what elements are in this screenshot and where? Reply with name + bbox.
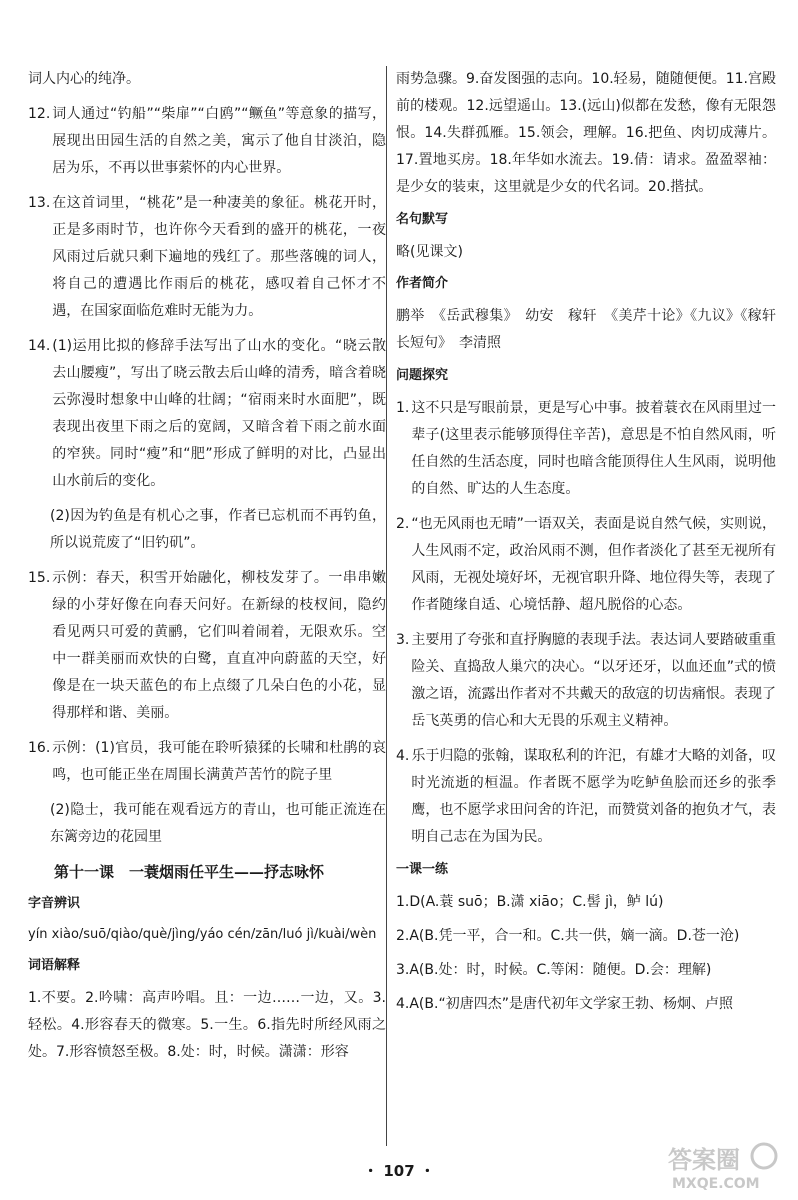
section-heading-vocabulary: 词语解释 xyxy=(28,958,81,973)
answer-item-14-part-2: (2)因为钓鱼是有机心之事，作者已忘机而不再钓鱼，所以说荒废了“旧钓矶”。 xyxy=(50,508,386,551)
item-number: 1. xyxy=(396,400,410,416)
section-heading-pronunciation: 字音辨识 xyxy=(28,896,81,911)
item-number: 14. xyxy=(28,338,51,354)
item-number: 4. xyxy=(396,748,410,764)
inquiry-item-4 xyxy=(396,743,776,851)
section-heading-famous-lines: 名句默写 xyxy=(396,212,449,227)
item-number: 15. xyxy=(28,570,51,586)
watermark-ring xyxy=(752,1144,776,1168)
intro-paragraph: 词人内心的纯净。 xyxy=(28,71,140,87)
vocabulary-answers: 1.不要。2.吟啸：高声吟唱。且：一边……一边，又。3.轻松。4.形容春天的微寒。5.一生。6.指先时所经风雨之处。7.形容愤怒至极。8.处：时，时候。潇潇：形容 xyxy=(28,990,386,1060)
item-number: 3. xyxy=(396,632,410,648)
practice-answer-2: 2.A(B.凭一平，合一和。C.共一供，嫡一滴。D.苍一沧) xyxy=(396,928,740,944)
practice-answer-4: 4.A(B.“初唐四杰”是唐代初年文学家王勃、杨炯、卢照 xyxy=(396,996,733,1012)
answer-item-16 xyxy=(28,735,386,789)
item-number: 16. xyxy=(28,740,51,756)
section-heading-author: 作者简介 xyxy=(396,276,449,291)
practice-answer-1: 1.D(A.蓑 suō；B.潇 xiāo；C.髻 jì，鲈 lú) xyxy=(396,894,664,910)
inquiry-item-2 xyxy=(396,511,776,619)
item-text: 在这首词里，“桃花”是一种凄美的象征。桃花开时，正是多雨时节，也许你今天看到的盛开的桃花，一夜风雨过后就只剩下遍地的残红了。那些落魄的词人，将自己的遭遇比作雨后的桃花，感叹着自己怀才不遇，在国家面临危难时无能为力。 xyxy=(52,195,386,319)
answer-item-16-part-2: (2)隐士，我可能在观看远方的青山，也可能正流连在东篱旁边的花园里 xyxy=(50,802,386,845)
item-number: 13. xyxy=(28,195,51,211)
item-number: 2. xyxy=(396,516,410,532)
item-text: 词人通过“钓船”“柴扉”“白鸥”“鳜鱼”等意象的描写，展现出田园生活的自然之美，寓示了他自甘淡泊，隐居为乐，不再以世事萦怀的内心世界。 xyxy=(52,106,386,176)
right-column xyxy=(396,66,776,1025)
item-text: 示例：春天，积雪开始融化，柳枝发芽了。一串串嫩绿的小芽好像在向春天问好。在新绿的枝杈间，隐约看见两只可爱的黄鹂，它们叫着闹着，无限欢乐。空中一群美丽而欢快的白鹭，直直冲向蔚蓝的天空，好像是在一块天蓝色的布上点缀了几朵白色的小花，显得那样和谐、美丽。 xyxy=(52,570,386,721)
answer-item-12 xyxy=(28,101,386,182)
author-answer: 鹏举 《岳武穆集》 幼安 稼轩 《美芹十论》《九议》《稼轩长短句》 李清照 xyxy=(396,308,776,351)
watermark-text-cn: 答案圈 xyxy=(668,1146,740,1174)
item-text: 主要用了夸张和直抒胸臆的表现手法。表达词人要踏破重重险关、直捣敌人巢穴的决心。“以牙还牙，以血还血”式的愤激之语，流露出作者对不共戴天的敌寇的切齿痛恨。表现了岳飞英勇的信心和大无畏的乐观主义精神。 xyxy=(411,632,776,729)
item-text: (1)运用比拟的修辞手法写出了山水的变化。“晓云散去山腰瘦”，写出了晓云散去后山峰的清秀，暗含着晓云弥漫时想象中山峰的壮阔；“宿雨来时水面肥”，既表现出夜里下雨之后的宽阔，又暗含着下雨之前水面的窄狭。同时“瘦”和“肥”形成了鲜明的对比，凸显出山水前后的变化。 xyxy=(52,338,386,489)
answer-item-13 xyxy=(28,190,386,325)
section-heading-practice: 一课一练 xyxy=(396,862,449,877)
answer-item-15 xyxy=(28,565,386,727)
watermark-text-url: MXQE.COM xyxy=(672,1176,760,1192)
vocabulary-continued: 雨势急骤。9.奋发图强的志向。10.轻易，随随便便。11.宫殿前的楼观。12.远望遥山。13.(远山)似都在发愁，像有无限怨恨。14.失群孤雁。15.领会，理解。16.把鱼、肉切成薄片。17.置地买房。18.年华如水流去。19.倩：请求。盈盈翠袖：是少女的装束，这里就是少女的代名词。20.揩拭。 xyxy=(396,71,776,195)
item-number: 12. xyxy=(28,106,51,122)
left-column xyxy=(28,66,386,1074)
watermark-logo xyxy=(664,1138,780,1194)
inquiry-item-1 xyxy=(396,395,776,503)
item-text: 乐于归隐的张翰，谋取私利的许汜，有雄才大略的刘备，叹时光流逝的桓温。作者既不愿学为吃鲈鱼脍而还乡的张季鹰，也不愿学求田问舍的许汜，而赞赏刘备的抱负才气，表明自己志在为国为民。 xyxy=(411,748,776,845)
item-text: 示例：(1)官员，我可能在聆听猿猱的长啸和杜鹃的哀鸣，也可能正坐在周围长满黄芦苦竹的院子里 xyxy=(52,740,386,783)
column-divider xyxy=(386,66,387,1146)
pinyin-answers: yín xiào/suō/qiào/què/jìng/yáo cén/zān/luó jì/kuài/wèn xyxy=(28,927,377,942)
item-text: “也无风雨也无晴”一语双关，表面是说自然气候，实则说，人生风雨不定，政治风雨不测，但作者淡化了甚至无视所有风雨，无视处境好坏，无视官职升降、地位得失等，表现了作者随缘自适、心境恬静、超凡脱俗的心态。 xyxy=(411,516,776,613)
lesson-title: 第十一课 一蓑烟雨任平生——抒志咏怀 xyxy=(54,863,325,881)
item-text: 这不只是写眼前景，更是写心中事。披着蓑衣在风雨里过一辈子(这里表示能够顶得住辛苦)，意思是不怕自然风雨，听任自然的生活态度，同时也暗含能顶得住人生风雨，说明他的自然、旷达的人生态度。 xyxy=(411,400,776,497)
inquiry-item-3 xyxy=(396,627,776,735)
famous-lines-answer: 略(见课文) xyxy=(396,244,463,260)
answer-item-14 xyxy=(28,333,386,495)
section-heading-inquiry: 问题探究 xyxy=(396,368,449,383)
practice-answer-3: 3.A(B.处：时，时候。C.等闲：随便。D.会：理解) xyxy=(396,962,712,978)
page-number: ・ 107 ・ xyxy=(363,1162,435,1180)
